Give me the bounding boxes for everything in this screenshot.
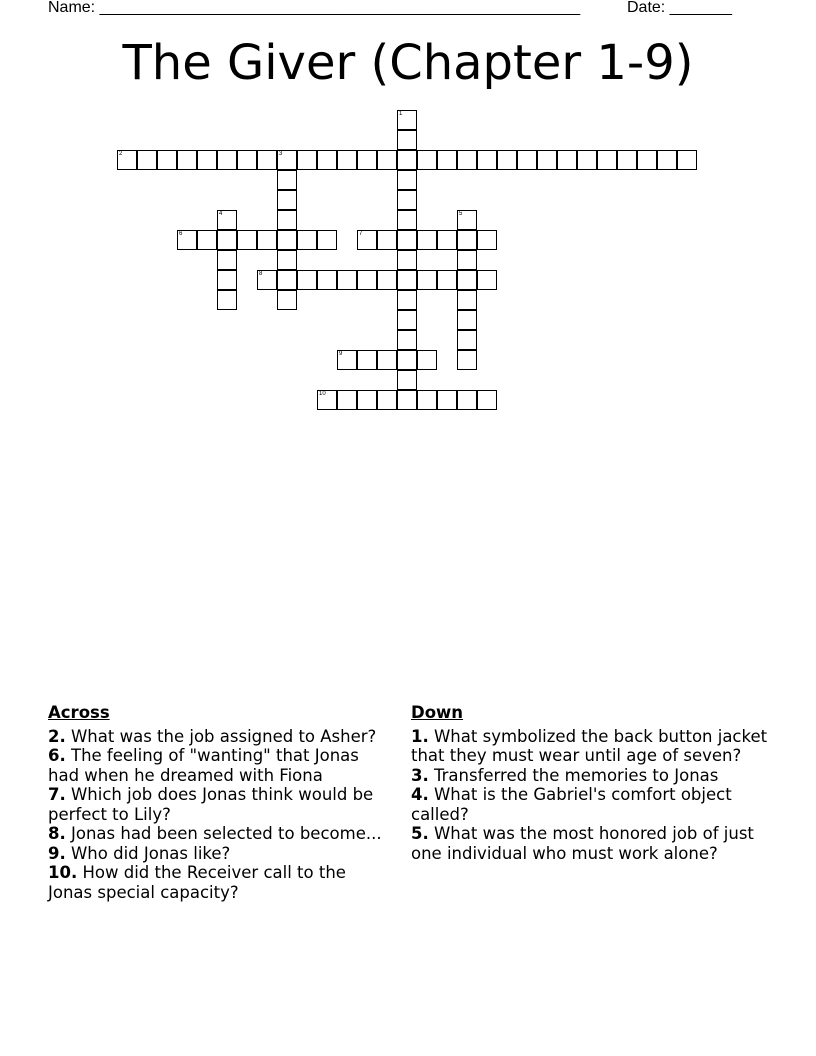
clue-number: 5. bbox=[411, 824, 429, 843]
grid-cell[interactable] bbox=[197, 150, 217, 170]
clue-number: 10. bbox=[48, 863, 78, 882]
grid-cell[interactable] bbox=[637, 150, 657, 170]
grid-cell[interactable] bbox=[597, 150, 617, 170]
grid-cell[interactable] bbox=[217, 250, 237, 270]
grid-cell[interactable] bbox=[277, 190, 297, 210]
grid-cell[interactable] bbox=[437, 390, 457, 410]
grid-cell[interactable] bbox=[357, 350, 377, 370]
grid-cell[interactable] bbox=[237, 230, 257, 250]
grid-cell[interactable] bbox=[417, 350, 437, 370]
across-clue bbox=[48, 824, 393, 844]
across-clue-list bbox=[48, 727, 393, 903]
clue-number: 4. bbox=[411, 785, 429, 804]
grid-cell[interactable] bbox=[297, 230, 317, 250]
grid-cell[interactable] bbox=[397, 390, 417, 410]
across-clue bbox=[48, 746, 393, 785]
grid-cell[interactable] bbox=[357, 390, 377, 410]
page-title: The Giver (Chapter 1-9) bbox=[122, 35, 694, 91]
clue-number: 5 bbox=[459, 211, 463, 217]
clue-text: The feeling of "wanting" that Jonas had when he dreamed with Fiona bbox=[48, 746, 359, 785]
grid-cell[interactable] bbox=[397, 150, 417, 170]
grid-cell[interactable] bbox=[457, 350, 477, 370]
clue-number: 6 bbox=[179, 231, 183, 237]
grid-cell[interactable] bbox=[377, 390, 397, 410]
grid-cell[interactable] bbox=[437, 150, 457, 170]
grid-cell[interactable] bbox=[277, 210, 297, 230]
grid-cell[interactable] bbox=[257, 150, 277, 170]
grid-cell[interactable] bbox=[337, 390, 357, 410]
grid-cell[interactable] bbox=[397, 210, 417, 230]
grid-cell[interactable] bbox=[357, 230, 377, 250]
grid-cell[interactable] bbox=[357, 270, 377, 290]
clue-number: 3. bbox=[411, 765, 429, 785]
grid-cell[interactable] bbox=[217, 230, 237, 250]
grid-cell[interactable] bbox=[457, 390, 477, 410]
grid-cell[interactable] bbox=[217, 150, 237, 170]
grid-cell[interactable] bbox=[417, 270, 437, 290]
grid-cell[interactable] bbox=[557, 150, 577, 170]
clue-number: 4 bbox=[219, 211, 223, 217]
grid-cell[interactable] bbox=[517, 150, 537, 170]
grid-cell[interactable] bbox=[397, 250, 417, 270]
grid-cell[interactable] bbox=[257, 230, 277, 250]
grid-cell[interactable] bbox=[537, 150, 557, 170]
clue-number: 1. bbox=[411, 726, 429, 746]
down-clue-list bbox=[411, 727, 771, 864]
clue-text: How did the Receiver call to the Jonas special capacity? bbox=[48, 863, 346, 902]
grid-cell[interactable] bbox=[237, 150, 257, 170]
clue-number: 3 bbox=[279, 151, 283, 157]
grid-cell[interactable] bbox=[397, 230, 417, 250]
grid-cell[interactable] bbox=[277, 270, 297, 290]
grid-cell[interactable] bbox=[317, 270, 337, 290]
grid-cell[interactable] bbox=[677, 150, 697, 170]
grid-cell[interactable] bbox=[397, 170, 417, 190]
grid-cell[interactable] bbox=[437, 230, 457, 250]
grid-cell[interactable] bbox=[397, 270, 417, 290]
clue-text: Which job does Jonas think would be perfect to Lily? bbox=[48, 785, 374, 824]
grid-cell[interactable] bbox=[277, 250, 297, 270]
grid-cell[interactable] bbox=[477, 230, 497, 250]
grid-cell[interactable] bbox=[397, 330, 417, 350]
clue-text: What was the job assigned to Asher? bbox=[65, 726, 377, 746]
grid-cell[interactable] bbox=[317, 150, 337, 170]
grid-cell[interactable] bbox=[457, 290, 477, 310]
grid-cell[interactable] bbox=[457, 250, 477, 270]
clue-text: What is the Gabriel's comfort object called? bbox=[411, 785, 732, 824]
across-heading: Across bbox=[48, 703, 110, 722]
grid-cell[interactable] bbox=[377, 230, 397, 250]
grid-cell[interactable] bbox=[417, 150, 437, 170]
grid-cell[interactable] bbox=[137, 150, 157, 170]
grid-cell[interactable] bbox=[457, 210, 477, 230]
grid-cell[interactable] bbox=[477, 390, 497, 410]
clue-text: Who did Jonas like? bbox=[65, 843, 231, 863]
grid-cell[interactable] bbox=[357, 150, 377, 170]
clue-number: 8. bbox=[48, 824, 66, 843]
grid-cell[interactable] bbox=[217, 270, 237, 290]
across-clue bbox=[48, 863, 393, 902]
grid-cell[interactable] bbox=[417, 390, 437, 410]
across-clue bbox=[48, 844, 393, 864]
grid-cell[interactable] bbox=[177, 150, 197, 170]
clue-number: 7 bbox=[359, 231, 363, 237]
grid-cell[interactable] bbox=[397, 310, 417, 330]
down-heading: Down bbox=[411, 703, 464, 722]
grid-cell[interactable] bbox=[157, 150, 177, 170]
grid-cell[interactable] bbox=[297, 150, 317, 170]
grid-cell[interactable] bbox=[397, 370, 417, 390]
grid-cell[interactable] bbox=[317, 230, 337, 250]
grid-cell[interactable] bbox=[457, 310, 477, 330]
grid-cell[interactable] bbox=[457, 230, 477, 250]
across-clue bbox=[48, 785, 393, 824]
grid-cell[interactable] bbox=[197, 230, 217, 250]
grid-cell[interactable] bbox=[377, 350, 397, 370]
clue-number: 8 bbox=[259, 271, 263, 277]
grid-cell[interactable] bbox=[397, 110, 417, 130]
clue-number: 9. bbox=[48, 843, 66, 863]
grid-cell[interactable] bbox=[657, 150, 677, 170]
grid-cell[interactable] bbox=[457, 330, 477, 350]
grid-cell[interactable] bbox=[277, 150, 297, 170]
grid-cell[interactable] bbox=[457, 150, 477, 170]
grid-cell[interactable] bbox=[277, 290, 297, 310]
grid-cell[interactable] bbox=[177, 230, 197, 250]
grid-cell[interactable] bbox=[297, 270, 317, 290]
clue-text: Transferred the memories to Jonas bbox=[428, 765, 719, 785]
clue-number: 6. bbox=[48, 746, 66, 765]
grid-cell[interactable] bbox=[337, 350, 357, 370]
grid-cell[interactable] bbox=[397, 190, 417, 210]
name-field: Name: ______________________________________________________ bbox=[48, 0, 581, 16]
clue-text: What was the most honored job of just one individual who must work alone? bbox=[411, 824, 754, 863]
grid-cell[interactable] bbox=[397, 290, 417, 310]
grid-cell[interactable] bbox=[217, 210, 237, 230]
grid-cell[interactable] bbox=[337, 150, 357, 170]
grid-cell[interactable] bbox=[577, 150, 597, 170]
down-clue bbox=[411, 727, 771, 766]
date-field: Date: _______ bbox=[627, 0, 732, 16]
grid-cell[interactable] bbox=[377, 150, 397, 170]
down-clues bbox=[411, 703, 771, 863]
grid-cell[interactable] bbox=[457, 270, 477, 290]
grid-cell[interactable] bbox=[437, 270, 457, 290]
grid-cell[interactable] bbox=[377, 270, 397, 290]
clue-number: 7. bbox=[48, 785, 66, 804]
grid-cell[interactable] bbox=[217, 290, 237, 310]
grid-cell[interactable] bbox=[277, 230, 297, 250]
clue-number: 9 bbox=[339, 351, 343, 357]
down-clue bbox=[411, 785, 771, 824]
across-clue bbox=[48, 727, 393, 747]
across-clues bbox=[48, 703, 393, 902]
grid-cell[interactable] bbox=[477, 270, 497, 290]
clue-text: Jonas had been selected to become... bbox=[65, 824, 382, 843]
grid-cell[interactable] bbox=[257, 270, 277, 290]
grid-cell[interactable] bbox=[337, 270, 357, 290]
grid-cell[interactable] bbox=[397, 350, 417, 370]
clue-number: 10 bbox=[319, 391, 326, 397]
grid-cell[interactable] bbox=[477, 150, 497, 170]
grid-cell[interactable] bbox=[277, 170, 297, 190]
grid-cell[interactable] bbox=[497, 150, 517, 170]
grid-cell[interactable] bbox=[317, 390, 337, 410]
grid-cell[interactable] bbox=[397, 130, 417, 150]
clue-number: 2. bbox=[48, 726, 66, 746]
grid-cell[interactable] bbox=[417, 230, 437, 250]
grid-cell[interactable] bbox=[617, 150, 637, 170]
down-clue bbox=[411, 766, 771, 786]
down-clue bbox=[411, 824, 771, 863]
clue-text: What symbolized the back button jacket that they must wear until age of seven? bbox=[411, 726, 768, 765]
clue-number: 2 bbox=[119, 151, 123, 157]
grid-cell[interactable] bbox=[117, 150, 137, 170]
clue-number: 1 bbox=[399, 111, 403, 117]
